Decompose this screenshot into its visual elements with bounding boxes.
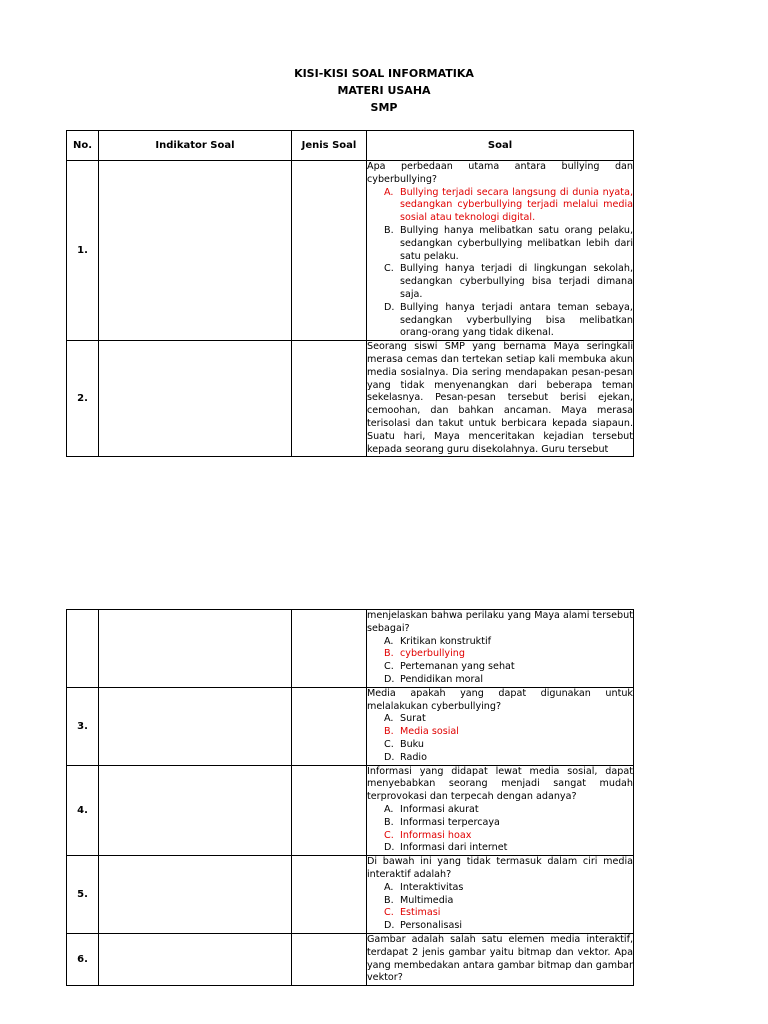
option-text: Bullying hanya melibatkan satu orang pelaku, sedangkan cyberbullying melibatkan lebih dari satu pelaku. <box>400 224 633 262</box>
answer-option <box>384 752 633 765</box>
answer-option <box>384 713 633 726</box>
answer-options <box>367 713 633 764</box>
question-number: 5. <box>67 856 99 934</box>
answer-options <box>367 187 633 341</box>
question-text: Di bawah ini yang tidak termasuk dalam ciri media interaktif adalah? <box>367 856 633 880</box>
answer-option <box>384 674 633 687</box>
option-text: Informasi akurat <box>400 803 479 815</box>
table-row <box>67 161 634 341</box>
option-letter: A. <box>384 803 394 815</box>
indikator-cell <box>99 933 292 985</box>
column-header-soal: Soal <box>367 131 634 161</box>
table-row <box>67 687 634 765</box>
answer-option <box>384 882 633 895</box>
option-letter: C. <box>384 661 394 673</box>
table-row <box>67 765 634 856</box>
question-table-page-1 <box>66 130 634 457</box>
soal-cell <box>367 161 634 341</box>
option-text: Radio <box>400 751 427 763</box>
option-letter: B. <box>384 894 394 906</box>
answer-option <box>384 920 633 933</box>
answer-option <box>384 895 633 908</box>
answer-option <box>384 842 633 855</box>
question-table-page-2 <box>66 609 634 986</box>
option-letter: C. <box>384 738 394 750</box>
option-text: Pendidikan moral <box>400 673 484 685</box>
option-letter: A. <box>384 881 394 893</box>
answer-options <box>367 882 633 933</box>
option-letter: D. <box>384 301 395 313</box>
table-row <box>67 856 634 934</box>
option-text: Pertemanan yang sehat <box>400 661 515 673</box>
option-text: Informasi hoax <box>400 829 472 841</box>
column-header-jenis: Jenis Soal <box>292 131 367 161</box>
question-text: Seorang siswi SMP yang bernama Maya seringkali merasa cemas dan tertekan setiap kali membuka akun media sosialnya. Dia sering mendapakan pesan-pesan yang tidak menyenangkan dari beberapa teman sekelasnya. Pesan-pesan tersebut berisi ejekan, cemoohan, dan bahkan ancaman. Maya merasa terisolasi dan takut untuk berbicara kepada siapaun. Suatu hari, Maya menceritakan kejadian tersebut kepada seorang guru disekolahnya. Guru tersebut <box>367 341 633 455</box>
option-letter: C. <box>384 263 394 275</box>
option-text: Surat <box>400 713 426 725</box>
jenis-cell <box>292 856 367 934</box>
option-letter: A. <box>384 713 394 725</box>
question-number: 2. <box>67 341 99 457</box>
answer-option-correct <box>384 726 633 739</box>
option-letter: B. <box>384 726 394 738</box>
option-letter: B. <box>384 224 394 236</box>
question-number <box>67 610 99 688</box>
option-text: Bullying hanya terjadi di lingkungan sekolah, sedangkan cyberbullying bisa terjadi dimana saja. <box>400 263 633 300</box>
option-letter: A. <box>384 635 394 647</box>
question-text: Gambar adalah salah satu elemen media interaktif, terdapat 2 jenis gambar yaitu bitmap dan vektor. Apa yang membedakan antara gambar bitmap dan gambar vektor? <box>367 933 633 984</box>
answer-option-correct <box>384 648 633 661</box>
option-text: Estimasi <box>400 907 441 919</box>
answer-option <box>384 225 633 263</box>
option-text: Kritikan konstruktif <box>400 635 492 647</box>
option-letter: D. <box>384 842 395 854</box>
answer-option <box>384 739 633 752</box>
option-text: Informasi terpercaya <box>400 816 500 828</box>
answer-option <box>384 302 633 340</box>
option-text: Buku <box>400 738 425 750</box>
option-text: Bullying hanya terjadi antara teman sebaya, sedangkan vyberbullying bisa melibatkan orang-orang yang tidak dikenal. <box>400 301 633 339</box>
answer-options <box>367 636 633 687</box>
answer-option <box>384 661 633 674</box>
column-header-no: No. <box>67 131 99 161</box>
answer-option <box>384 263 633 301</box>
question-text: Apa perbedaan utama antara bullying dan cyberbullying? <box>367 161 633 185</box>
option-text: cyberbullying <box>400 648 465 660</box>
option-text: Interaktivitas <box>400 881 464 893</box>
question-number: 6. <box>67 933 99 985</box>
soal-cell <box>367 856 634 934</box>
jenis-cell <box>292 933 367 985</box>
option-letter: D. <box>384 920 395 932</box>
jenis-cell <box>292 341 367 457</box>
option-letter: B. <box>384 816 394 828</box>
option-text: Informasi dari internet <box>400 842 508 854</box>
answer-option-correct <box>384 907 633 920</box>
indikator-cell <box>99 610 292 688</box>
document-title: KISI-KISI SOAL INFORMATIKA <box>294 67 474 80</box>
jenis-cell <box>292 610 367 688</box>
soal-cell <box>367 610 634 688</box>
soal-cell <box>367 341 634 457</box>
answer-option <box>384 636 633 649</box>
option-text: Personalisasi <box>400 920 462 932</box>
indikator-cell <box>99 341 292 457</box>
option-text: Bullying terjadi secara langsung di dunia nyata, sedangkan cyberbullying terjadi melalui media sosial atau teknologi digital. <box>400 186 633 224</box>
answer-option-correct <box>384 187 633 225</box>
answer-options <box>367 804 633 855</box>
question-text: menjelaskan bahwa perilaku yang Maya alami tersebut sebagai? <box>367 610 633 634</box>
document-subtitle: MATERI USAHA <box>337 84 431 97</box>
indikator-cell <box>99 161 292 341</box>
soal-cell <box>367 933 634 985</box>
soal-cell <box>367 765 634 856</box>
soal-cell <box>367 687 634 765</box>
option-letter: B. <box>384 648 394 660</box>
jenis-cell <box>292 687 367 765</box>
answer-option <box>384 804 633 817</box>
answer-option <box>384 817 633 830</box>
question-number: 3. <box>67 687 99 765</box>
table-row <box>67 933 634 985</box>
table-row <box>67 341 634 457</box>
option-letter: C. <box>384 829 394 841</box>
option-letter: D. <box>384 751 395 763</box>
indikator-cell <box>99 765 292 856</box>
indikator-cell <box>99 856 292 934</box>
answer-option-correct <box>384 830 633 843</box>
table-row <box>67 610 634 688</box>
option-letter: D. <box>384 673 395 685</box>
column-header-indikator: Indikator Soal <box>99 131 292 161</box>
option-text: Media sosial <box>400 726 459 738</box>
jenis-cell <box>292 765 367 856</box>
question-text: Media apakah yang dapat digunakan untuk melalakukan cyberbullying? <box>367 687 633 712</box>
question-number: 1. <box>67 161 99 341</box>
question-number: 4. <box>67 765 99 856</box>
jenis-cell <box>292 161 367 341</box>
document-level: SMP <box>370 101 398 114</box>
table-header-row <box>67 131 634 161</box>
option-letter: A. <box>384 186 394 198</box>
indikator-cell <box>99 687 292 765</box>
question-text: Informasi yang didapat lewat media sosial, dapat menyebabkan seorang menjadi sangat mudah terprovokasi dan terpecah dengan adanya? <box>367 765 633 803</box>
option-text: Multimedia <box>400 894 454 906</box>
option-letter: C. <box>384 907 394 919</box>
